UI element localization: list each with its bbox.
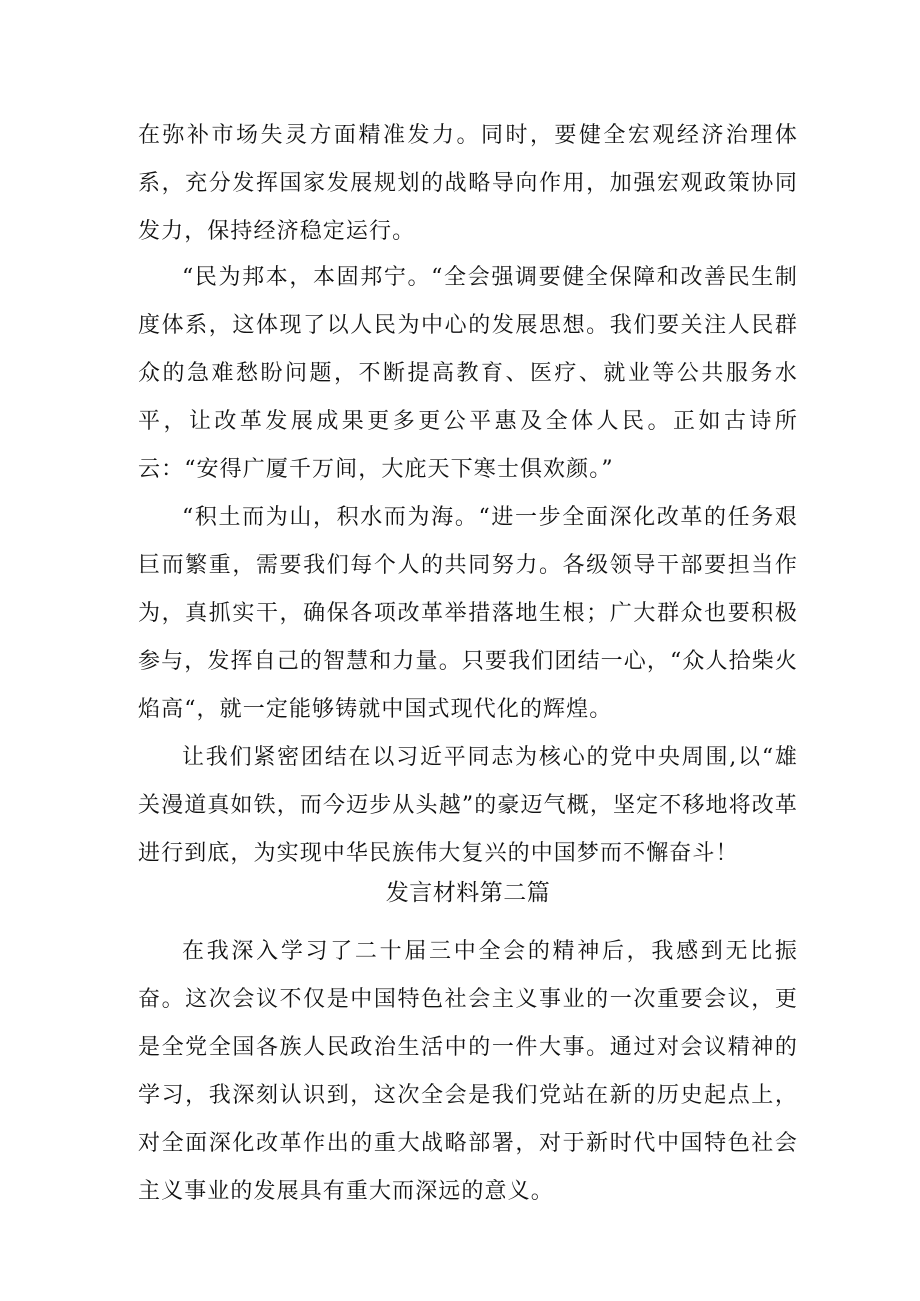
paragraph-continuation: 在弥补市场失灵方面精准发力。同时，要健全宏观经济治理体系，充分发挥国家发展规划的战略导向作用，加强宏观政策协同发力，保持经济稳定运行。 xyxy=(138,123,798,244)
paragraph-livelihood: “民为邦本，本固邦宁。“全会强调要健全保障和改善民生制度体系，这体现了以人民为中心的发展思想。我们要关注人民群众的急难愁盼问题，不断提高教育、医疗、就业等公共服务水平，让改革发展成果更多更公平惠及全体人民。正如古诗所云：“安得广厦千万间，大庇天下寒士俱欢颜。” xyxy=(138,265,798,482)
paragraph-joint-effort: “积土而为山，积水而为海。“进一步全面深化改革的任务艰巨而繁重，需要我们每个人的共同努力。各级领导干部要担当作为，真抓实干，确保各项改革举措落地生根；广大群众也要积极参与，发挥自己的智慧和力量。只要我们团结一心，“众人拾柴火焰高“，就一定能够铸就中国式现代化的辉煌。 xyxy=(138,505,798,722)
section-heading: 发言材料第二篇 xyxy=(385,880,551,906)
paragraph-closing-call: 让我们紧密团结在以习近平同志为核心的党中央周围,以“雄关漫道真如铁，而今迈步从头越”的豪迈气概，坚定不移地将改革进行到底，为实现中华民族伟大复兴的中国梦而不懈奋斗！ xyxy=(138,745,798,866)
paragraph-section-intro: 在我深入学习了二十届三中全会的精神后，我感到无比振奋。这次会议不仅是中国特色社会主义事业的一次重要会议，更是全党全国各族人民政治生活中的一件大事。通过对会议精神的学习，我深刻认识到，这次全会是我们党站在新的历史起点上，对全面深化改革作出的重大战略部署，对于新时代中国特色社会主义事业的发展具有重大而深远的意义。 xyxy=(138,939,798,1204)
